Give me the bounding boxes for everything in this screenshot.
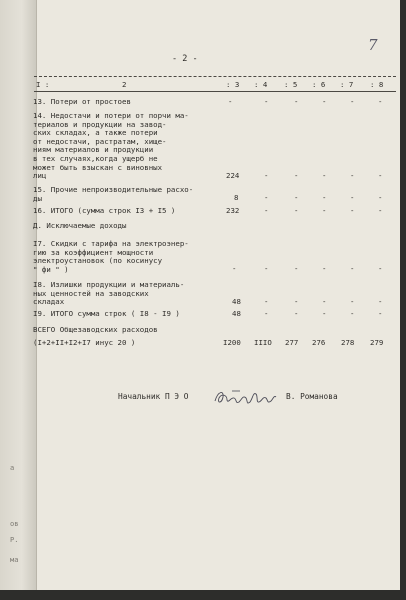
value-cell: - xyxy=(350,309,355,318)
value-cell: - xyxy=(264,206,269,215)
value-cell: - xyxy=(322,206,327,215)
row-label-line: в тех случаях,когда ущерб не xyxy=(33,154,158,163)
value-cell: 232 xyxy=(226,206,240,215)
value-cell: - xyxy=(294,264,299,273)
header-col-2: 2 xyxy=(122,80,127,89)
section-heading: Д. Исключаемые доходы xyxy=(33,221,127,230)
value-cell: - xyxy=(350,206,355,215)
row-label-line: может быть взыскан с виновных xyxy=(33,162,163,172)
row-label-line: 14. Недостачи и потери от порчи ма- xyxy=(33,111,189,120)
value-cell: - xyxy=(294,97,299,106)
value-cell: - xyxy=(228,97,233,106)
value-cell: - xyxy=(378,171,383,180)
header-col-7: : 7 xyxy=(340,80,354,89)
header-col-8: : 8 xyxy=(370,80,384,89)
value-cell: - xyxy=(264,171,269,180)
value-cell: - xyxy=(294,193,299,202)
row-label-line: от недостачи, растратам, хище- xyxy=(33,136,167,146)
value-cell: - xyxy=(378,206,383,215)
value-cell: - xyxy=(322,171,327,180)
row-label-line: гию за коэффициент мощности xyxy=(33,247,154,257)
value-cell: - xyxy=(264,97,269,106)
value-cell: - xyxy=(350,171,355,180)
header-col-3: : 3 xyxy=(226,80,240,89)
value-cell: 279 xyxy=(370,338,384,347)
row-label-line: ских складах, а также потери xyxy=(33,128,158,138)
value-cell: - xyxy=(322,193,327,202)
value-cell: - xyxy=(322,297,327,306)
value-cell: - xyxy=(232,264,237,273)
edge-fragment: ов xyxy=(10,520,19,528)
value-cell: - xyxy=(294,206,299,215)
signatory-name: В. Романова xyxy=(286,392,338,401)
value-cell: 48 xyxy=(232,297,241,306)
row-label-line: ВСЕГО Общезаводских расходов xyxy=(33,325,158,334)
value-cell: - xyxy=(294,171,299,180)
adjacent-page-edge xyxy=(0,0,37,600)
value-cell: 48 xyxy=(232,309,241,318)
row-label-line: I9. ИТОГО сумма строк ( I8 - I9 ) xyxy=(33,309,180,318)
value-cell: - xyxy=(322,264,327,273)
header-col-5: : 5 xyxy=(284,80,298,89)
header-col-1: I : xyxy=(36,80,50,89)
handwritten-page-number: 7 xyxy=(368,36,378,54)
header-col-4: : 4 xyxy=(254,80,268,89)
row-label-line: I7. Скидки с тарифа на электроэнер- xyxy=(33,239,189,248)
value-cell: 8 xyxy=(234,193,239,202)
row-label-line: ных ценностей на заводских xyxy=(33,288,149,298)
row-label-line: лиц xyxy=(33,171,47,181)
handwritten-signature xyxy=(212,385,280,411)
value-cell: 277 xyxy=(285,338,299,347)
value-cell: - xyxy=(350,297,355,306)
row-label-line: складах xyxy=(33,297,65,307)
value-cell: - xyxy=(294,309,299,318)
header-bottom-rule xyxy=(34,91,396,92)
value-cell: - xyxy=(264,309,269,318)
row-label-line: " фи " ) xyxy=(33,264,69,274)
edge-fragment: Р. xyxy=(10,536,19,544)
value-cell: - xyxy=(378,97,383,106)
value-cell: 278 xyxy=(341,338,355,347)
value-cell: - xyxy=(350,97,355,106)
value-cell: - xyxy=(322,97,327,106)
value-cell: - xyxy=(378,309,383,318)
edge-fragment: а xyxy=(10,464,15,472)
row-label-line: 16. ИТОГО (сумма строк I3 + I5 ) xyxy=(33,206,176,215)
value-cell: - xyxy=(378,264,383,273)
value-cell: - xyxy=(264,264,269,273)
row-label-line: электроустановок (по косинусу xyxy=(33,256,163,266)
row-label-line: 13. Потери от простоев xyxy=(33,97,131,106)
value-cell: 276 xyxy=(312,338,326,347)
value-cell: IIIO xyxy=(254,338,272,347)
scan-border-right xyxy=(400,0,406,600)
value-cell: 224 xyxy=(226,171,240,180)
row-label-line: I8. Излишки продукции и материаль- xyxy=(33,280,185,289)
value-cell: - xyxy=(264,193,269,202)
value-cell: - xyxy=(378,297,383,306)
header-top-rule xyxy=(34,76,396,77)
page-number: - 2 - xyxy=(172,54,198,64)
row-label-line: ды xyxy=(33,193,42,203)
row-label-line: териалов и продукции на завод- xyxy=(33,119,167,129)
edge-fragment: ма xyxy=(10,556,19,564)
value-cell: - xyxy=(350,193,355,202)
scan-border-bottom xyxy=(0,590,406,600)
header-col-6: : 6 xyxy=(312,80,326,89)
value-cell: - xyxy=(264,297,269,306)
value-cell: - xyxy=(322,309,327,318)
value-cell: I200 xyxy=(223,338,241,347)
row-label-line: (I+2+II+I2+I7 инус 20 ) xyxy=(33,338,136,347)
value-cell: - xyxy=(350,264,355,273)
value-cell: - xyxy=(378,193,383,202)
value-cell: - xyxy=(294,297,299,306)
row-label-line: ниям материалов и продукции xyxy=(33,145,154,155)
signatory-position: Начальник П Э О xyxy=(118,392,189,401)
row-label-line: 15. Прочие непроизводительные расхо- xyxy=(33,185,194,194)
